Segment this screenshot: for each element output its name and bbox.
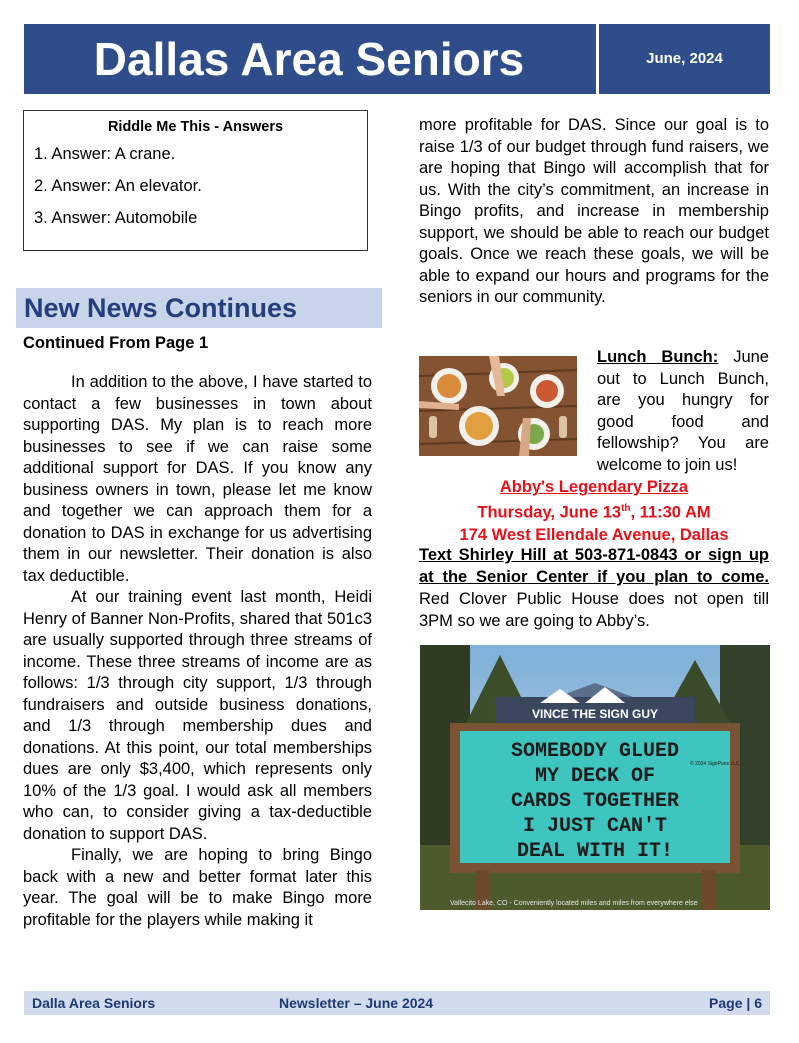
event-address: 174 West Ellendale Avenue, Dallas — [459, 525, 729, 544]
lunch-bunch-description: June out to Lunch Bunch, are you hungry for good food and fellowship? You are welcome to join us! — [597, 348, 769, 474]
lunch-bunch-label: Lunch Bunch: — [597, 348, 719, 366]
section-heading-bar — [16, 288, 382, 328]
section-title: New News Continues — [24, 293, 298, 323]
article-body — [23, 372, 372, 931]
riddle-answer: 3. Answer: Automobile — [34, 209, 198, 227]
roadside-sign-image — [420, 645, 770, 910]
sign-brand: VINCE THE SIGN GUY — [531, 707, 659, 721]
event-venue: Abby's Legendary Pizza — [499, 478, 689, 496]
issue-date: June, 2024 — [646, 50, 723, 67]
riddle-answer: 2. Answer: An elevator. — [34, 177, 202, 195]
signup-info — [419, 544, 769, 632]
footer-issue: Newsletter – June 2024 — [279, 995, 434, 1011]
article-paragraph: At our training event last month, Heidi Henry of Banner Non-Profits, shared that 501c3 are usually supported through three streams of income. These three streams of income are as follows: 1/3 through city support, 1/3 through fundraisers and outside business donations, and 1/3 through membership dues and donations. At this point, our total memberships dues are only $3,400, which represents only 10% of the 1/3 goal. I would ask all members who can, to consider giving a tax-deductible donation to support DAS. — [23, 588, 372, 843]
sign-line: SOMEBODY GLUED — [510, 740, 680, 763]
event-details — [419, 476, 769, 546]
footer-page-number: Page | 6 — [709, 995, 762, 1011]
article-paragraph: Finally, we are hoping to bring Bingo back with a new and better format later this year. The goal will be to make Bingo more profitable for the players while making it — [23, 846, 372, 929]
riddle-answer: 1. Answer: A crane. — [34, 145, 176, 163]
venue-note: Red Clover Public House does not open till 3PM so we are going to Abby’s. — [419, 590, 769, 630]
photo-caption: Vallecito Lake, CO - Conveniently located miles and miles from everywhere else — [450, 900, 698, 907]
sign-line: DEAL WITH IT! — [516, 840, 674, 863]
sign-line: CARDS TOGETHER — [510, 790, 680, 813]
riddle-answers-box — [23, 110, 368, 251]
article-continuation: more profitable for DAS. Since our goal is to raise 1/3 of our budget through fund raisers, we are hoping that Bingo will accomplish that for us. With the city’s commitment, an increase in Bingo profits, and increase in membership support, we should be able to reach our budget goals. Once we reach these goals, we will be able to expand our hours and programs for the seniors in our community. — [419, 116, 769, 306]
page-footer — [24, 991, 770, 1015]
sign-line: I JUST CAN'T — [522, 815, 668, 838]
article-paragraph: In addition to the above, I have started to contact a few businesses in town about supporting DAS. My plan is to reach more businesses to see if we can raise some additional support for DAS. If you know any business owners in town, please let me know and together we can approach them for a donation to DAS in exchange for us advertising them in our newsletter. Their donation is also tax deductible. — [23, 373, 372, 585]
sign-copyright: © 2024 SignPuns LLC — [690, 761, 740, 767]
footer-publication: Dalla Area Seniors — [32, 995, 156, 1011]
lunch-bunch-text — [597, 347, 769, 476]
signup-instructions: Text Shirley Hill at 503-871-0843 or sign up at the Senior Center if you plan to come. — [419, 546, 769, 586]
newsletter-title: Dallas Area Seniors — [93, 33, 525, 85]
masthead — [24, 24, 770, 94]
event-date: Thursday, June 13th, 11:30 AM — [477, 503, 711, 522]
sign-line: MY DECK OF — [534, 765, 656, 788]
riddle-title: Riddle Me This - Answers — [107, 119, 284, 135]
sign-photo — [420, 645, 770, 910]
food-table-image — [419, 356, 577, 456]
lunch-photo — [419, 356, 577, 456]
continued-label: Continued From Page 1 — [23, 334, 209, 352]
